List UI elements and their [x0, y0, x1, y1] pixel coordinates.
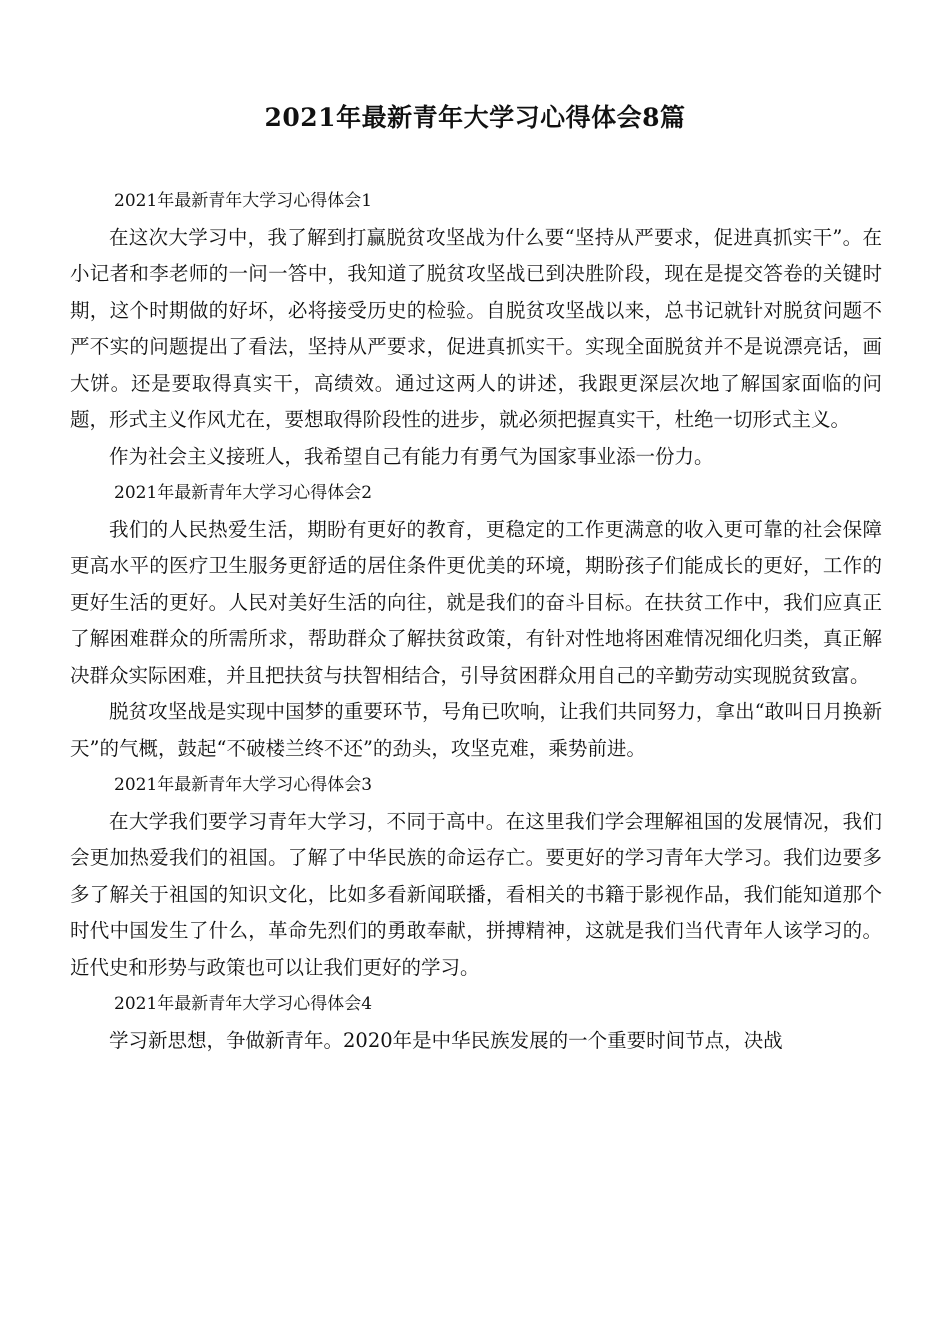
section-heading: 2021年最新青年大学习心得体会3	[114, 775, 373, 795]
section-heading: 2021年最新青年大学习心得体会1	[114, 191, 373, 211]
paragraph: 脱贫攻坚战是实现中国梦的重要环节，号角已吹响，让我们共同努力，拿出“敢叫日月换新天”的气概，鼓起“不破楼兰终不还”的劲头，攻坚克难，乘势前进。	[70, 700, 882, 760]
paragraph: 我们的人民热爱生活，期盼有更好的教育，更稳定的工作更满意的收入更可靠的社会保障更高水平的医疗卫生服务更舒适的居住条件更优美的环境，期盼孩子们能成长的更好，工作的更好生活的更好。人民对美好生活的向往，就是我们的奋斗目标。在扶贫工作中，我们应真正了解困难群众的所需所求，帮助群众了解扶贫政策，有针对性地将困难情况细化归类，真正解决群众实际困难，并且把扶贫与扶智相结合，引导贫困群众用自己的辛勤劳动实现脱贫致富。	[70, 517, 882, 687]
document-body	[70, 183, 882, 1059]
paragraph: 在大学我们要学习青年大学习，不同于高中。在这里我们学会理解祖国的发展情况，我们会更加热爱我们的祖国。了解了中华民族的命运存亡。要更好的学习青年大学习。我们边要多多了解关于祖国的知识文化，比如多看新闻联播，看相关的书籍于影视作品，我们能知道那个时代中国发生了什么，革命先烈们的勇敢奉献，拼搏精神，这就是我们当代青年人该学习的。近代史和形势与政策也可以让我们更好的学习。	[70, 809, 882, 979]
document-title: 2021年最新青年大学习心得体会8篇	[264, 103, 686, 132]
section-heading: 2021年最新青年大学习心得体会4	[114, 994, 373, 1014]
paragraph: 学习新思想，争做新青年。2020年是中华民族发展的一个重要时间节点，决战	[109, 1028, 783, 1052]
paragraph: 作为社会主义接班人，我希望自己有能力有勇气为国家事业添一份力。	[109, 444, 714, 468]
section-heading: 2021年最新青年大学习心得体会2	[114, 483, 373, 503]
paragraph: 在这次大学习中，我了解到打赢脱贫攻坚战为什么要“坚持从严要求，促进真抓实干”。在小记者和李老师的一问一答中，我知道了脱贫攻坚战已到决胜阶段，现在是提交答卷的关键时期，这个时期做的好坏，必将接受历史的检验。自脱贫攻坚战以来，总书记就针对脱贫问题不严不实的问题提出了看法，坚持从严要求，促进真抓实干。实现全面脱贫并不是说漂亮话，画大饼。还是要取得真实干，高绩效。通过这两人的讲述，我跟更深层次地了解国家面临的问题，形式主义作风尤在，要想取得阶段性的进步，就必须把握真实干，杜绝一切形式主义。	[70, 225, 882, 431]
